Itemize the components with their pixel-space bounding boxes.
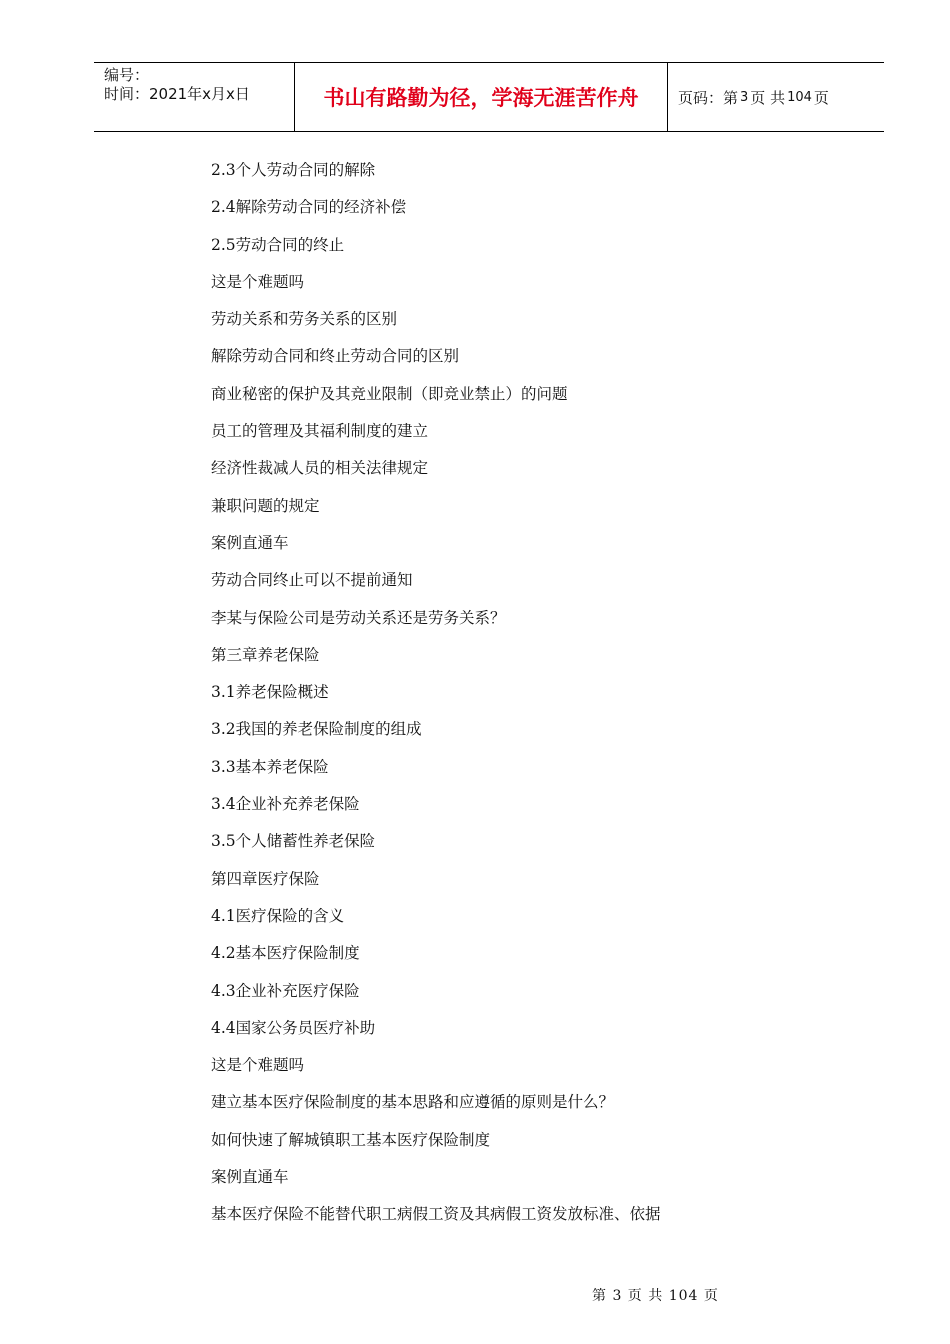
page-current: 3: [740, 89, 749, 105]
list-item: 这是个难题吗: [211, 272, 305, 291]
list-item: 2.5劳动合同的终止: [211, 235, 345, 254]
list-item: 3.3基本养老保险: [211, 757, 329, 776]
header-meta: [94, 63, 295, 131]
list-item: 4.1医疗保险的含义: [211, 906, 345, 925]
list-item: 2.3个人劳动合同的解除: [211, 161, 376, 179]
list-item: 案例直通车: [211, 533, 289, 552]
document-body: [211, 152, 811, 1234]
list-item: 如何快速了解城镇职工基本医疗保险制度: [211, 1130, 491, 1149]
list-item: 2.4解除劳动合同的经济补偿: [211, 198, 407, 217]
page-mid: 页 共: [750, 88, 786, 107]
list-item: 经济性裁减人员的相关法律规定: [211, 459, 429, 478]
list-item: 员工的管理及其福利制度的建立: [211, 422, 429, 441]
list-item: 4.3企业补充医疗保险: [211, 981, 360, 1000]
list-item: 4.4国家公务员医疗补助: [211, 1018, 376, 1037]
page-suffix: 页: [813, 88, 829, 107]
list-item: 商业秘密的保护及其竞业限制（即竞业禁止）的问题: [211, 384, 568, 403]
header-motto: 书山有路勤为径，学海无涯苦作舟: [295, 63, 668, 131]
list-item: 案例直通车: [211, 1168, 289, 1187]
header-page-info: [668, 63, 884, 131]
list-item: 劳动关系和劳务关系的区别: [211, 310, 398, 329]
time-label: 时间：2021年x月x日: [104, 85, 250, 103]
number-label: 编号：: [104, 66, 150, 84]
list-item: 3.4企业补充养老保险: [211, 795, 360, 814]
list-item: 3.1养老保险概述: [211, 683, 329, 702]
list-item: 3.5个人储蓄性养老保险: [211, 832, 376, 851]
list-item: 3.2我国的养老保险制度的组成: [211, 720, 422, 739]
list-item: 第四章医疗保险: [211, 869, 320, 888]
list-item: 基本医疗保险不能替代职工病假工资及其病假工资发放标准、依据: [211, 1205, 661, 1224]
list-item: 劳动合同终止可以不提前通知: [211, 571, 413, 590]
list-item: 李某与保险公司是劳动关系还是劳务关系？: [211, 608, 506, 627]
page-header: [94, 62, 884, 132]
page-footer: 第 3 页 共 104 页: [592, 1288, 719, 1304]
list-item: 建立基本医疗保险制度的基本思路和应遵循的原则是什么？: [211, 1093, 615, 1112]
page-prefix: 页码：第: [678, 88, 739, 107]
list-item: 4.2基本医疗保险制度: [211, 944, 360, 963]
list-item: 第三章养老保险: [211, 645, 320, 664]
list-item: 解除劳动合同和终止劳动合同的区别: [211, 347, 460, 366]
list-item: 这是个难题吗: [211, 1056, 305, 1075]
list-item: 兼职问题的规定: [211, 496, 320, 515]
page-total: 104: [787, 89, 812, 105]
